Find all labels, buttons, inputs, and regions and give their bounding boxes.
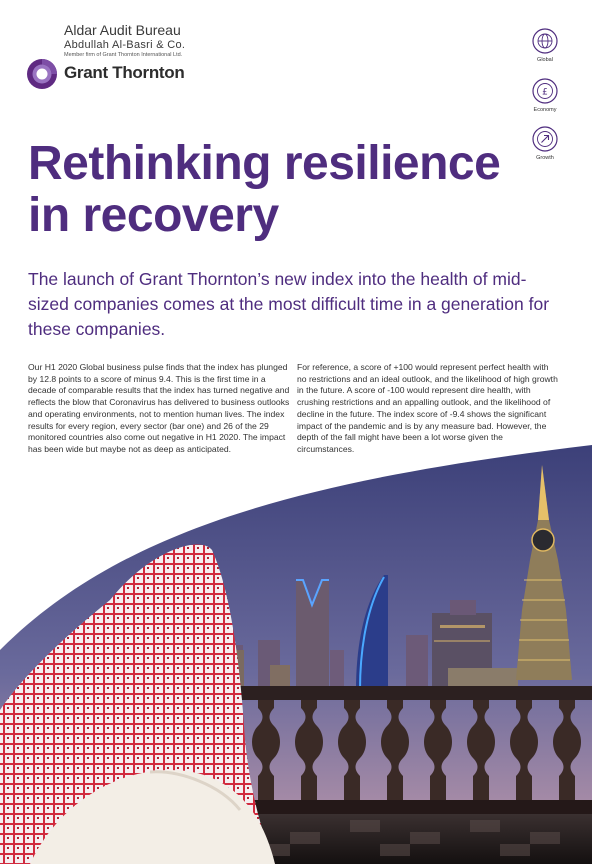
topic-economy (527, 78, 563, 113)
topic-label: Growth (536, 155, 554, 161)
grant-thornton-logo-icon (26, 58, 58, 90)
svg-text:£: £ (542, 87, 548, 98)
pound-coin-icon (532, 78, 558, 104)
logo-text: Grant Thornton (64, 63, 185, 82)
page-title: Rethinking resilience in recovery (28, 137, 501, 242)
body-column-left: Our H1 2020 Global business pulse finds that the index has plunged by 12.8 points to a score of minus 9.4. This is the first time in a decade of comparable results that the index has turned negative and reflects the blow that Coronavirus has delivered to business outlooks and operating environments, not to mention human lives. The index results for every region, every sector (bar one) and 26 of the 29 monitored countries also come out negative in H1 2020. The impact has been wide but maybe not as deep as anticipated. (28, 362, 290, 454)
topic-label: Global (537, 57, 553, 63)
globe-icon (532, 28, 558, 54)
partner-name: Abdullah Al-Basri & Co. (64, 39, 186, 51)
firm-name: Aldar Audit Bureau (64, 22, 181, 38)
brand-block (26, 22, 226, 92)
topic-global (527, 28, 563, 63)
body-column-right: For reference, a score of +100 would represent perfect health with no restrictions and an ideal outlook, and the likelihood of high growth in the future. A score of -100 would represent dire health, with crushing restrictions and an appalling outlook, and the likelihood of decline in the future. The index score of -9.4 shows the significant impact of the pandemic and is by any measure bad. However, the depth of the fall might have been a lot worse given the circumstances. (297, 362, 558, 454)
topic-label: Economy (533, 107, 557, 113)
page-subtitle: The launch of Grant Thornton’s new index into the health of mid-sized companies comes at the most difficult time in a generation for these companies. (28, 269, 550, 339)
member-note: Member firm of Grant Thornton International Ltd. (64, 52, 183, 58)
cityscape-photo (0, 440, 592, 864)
